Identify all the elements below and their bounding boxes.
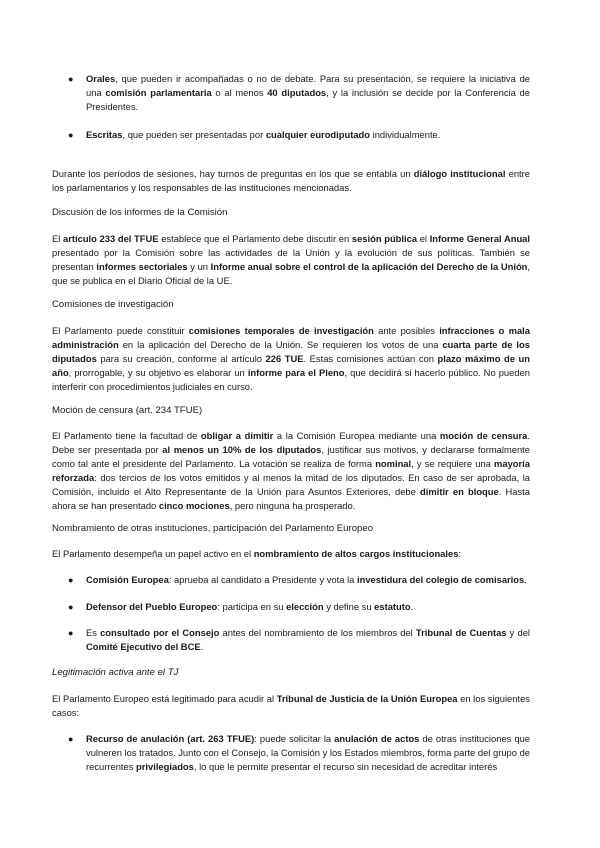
text-run: , que pueden ir acompañadas o no de debate. Para su presentación, se requiere la iniciativa de una xyxy=(86,73,530,98)
bullet-text xyxy=(86,732,530,774)
text-run: presentado por la Comisión sobre las actividades de la Unión y la evolución de sus políticas. También se presentan xyxy=(52,247,530,272)
bold-text: Recurso de anulación (art. 263 TFUE) xyxy=(86,733,255,744)
bold-text: Escritas xyxy=(86,129,123,140)
bold-text: plazo máximo de un año xyxy=(52,353,530,378)
heading-nombramiento: Nombramiento de otras instituciones, participación del Parlamento Europeo xyxy=(52,523,374,534)
text-run: El Parlamento puede constituir xyxy=(52,325,189,336)
bullet-dot-icon: ● xyxy=(68,74,74,84)
text-run: . Debe ser presentada por xyxy=(52,430,530,455)
text-run: , que pueden ser presentadas por xyxy=(122,129,266,140)
bold-text: artículo 233 del TFUE xyxy=(63,233,159,244)
text-run: , y se requiere una xyxy=(411,458,495,469)
bold-text: sesión pública xyxy=(351,233,418,244)
bold-text: Comité Ejecutivo del BCE xyxy=(86,641,201,652)
bold-text: Tribunal de Cuentas xyxy=(415,627,507,638)
bold-text: comisión parlamentaria xyxy=(105,87,212,98)
text-run: , que se publica en el Diario Oficial de la UE. xyxy=(52,261,531,286)
bullet-dot-icon: ● xyxy=(68,734,74,744)
bold-text: informe para el Pleno xyxy=(247,367,345,378)
text-run: , pero ninguna ha prosperado. xyxy=(229,500,356,511)
bullet-dot-icon: ● xyxy=(68,130,74,140)
bold-text: privilegiados xyxy=(136,761,194,772)
text-run: : dos tercios de los votos emitidos y al menos la mitad de los diputados. En caso de ser aprobada, la Comisión, incluido el Alto Representante de la Unión para Asuntos Exteriores, debe xyxy=(52,472,530,497)
bold-text: comisiones temporales de investigación xyxy=(188,325,374,336)
text-run: El Parlamento Europeo está legitimado para acudir al xyxy=(52,693,277,704)
bullet-comision-europea xyxy=(68,573,530,587)
bold-text: informes sectoriales xyxy=(96,261,188,272)
bullet-consultado xyxy=(68,626,530,654)
bold-text: consultado por el Consejo xyxy=(100,627,220,638)
text-run: de otras instituciones que vulneren los tratados. Junto con el Consejo, la Comisión y los Estados miembros, forma parte del grupo de recurrentes xyxy=(86,733,531,772)
bold-text: nombramiento de altos cargos institucionales xyxy=(253,548,459,559)
bold-text: investidura del colegio de comisarios xyxy=(356,574,525,585)
text-run: en los siguientes casos: xyxy=(52,693,530,718)
bold-text: obligar a dimitir xyxy=(200,430,274,441)
text-run: : xyxy=(458,548,462,559)
paragraph-sesiones xyxy=(52,167,530,195)
bold-text: Orales xyxy=(86,73,116,84)
text-run: . xyxy=(524,574,527,585)
text-run: . xyxy=(410,601,414,612)
bullet-text xyxy=(86,626,530,654)
text-run: para su creación, conforme al artículo xyxy=(96,353,266,364)
text-run: y define su xyxy=(323,601,375,612)
text-run: Es xyxy=(86,627,101,638)
bold-text: nominal xyxy=(375,458,412,469)
text-run: El xyxy=(52,233,64,244)
text-run: y un xyxy=(187,261,211,272)
text-run: individualmente. xyxy=(370,129,441,140)
text-run: o al menos xyxy=(211,87,268,98)
text-run: el xyxy=(417,233,430,244)
paragraph-mocion xyxy=(52,429,530,513)
bold-text: Defensor del Pueblo Europeo xyxy=(86,601,218,612)
text-run: , justificar sus motivos, y declararse formalmente como tal ante el presidente del Parlamento. La votación se realiza de forma xyxy=(52,444,531,469)
text-run: entre los parlamentarios y los responsables de las instituciones mencionadas. xyxy=(52,168,530,193)
bullet-orales xyxy=(68,72,530,114)
bold-text: cualquier eurodiputado xyxy=(265,129,371,140)
bold-text: cuarta parte de los diputados xyxy=(52,339,530,364)
bold-text: 226 TUE xyxy=(265,353,304,364)
text-run: ante posibles xyxy=(373,325,440,336)
bold-text: elección xyxy=(286,601,324,612)
bold-text: infracciones o mala administración xyxy=(52,325,530,350)
bold-text: Informe anual sobre el control de la aplicación del Derecho de la Unión xyxy=(210,261,528,272)
bold-text: Informe General Anual xyxy=(429,233,531,244)
bold-text: Comisión Europea xyxy=(86,574,169,585)
bullet-text xyxy=(86,128,530,142)
text-run: : participa en su xyxy=(217,601,287,612)
bold-text: anulación de actos xyxy=(334,733,420,744)
bold-text: cinco mociones xyxy=(158,500,230,511)
text-run: . Estas comisiones actúan con xyxy=(303,353,438,364)
paragraph-nombramiento xyxy=(52,547,530,561)
text-run: : aprueba al candidato a Presidente y vota la xyxy=(168,574,357,585)
bullet-escritas xyxy=(68,128,530,142)
text-run: a la Comisión Europea mediante una xyxy=(273,430,440,441)
bullet-text xyxy=(86,600,530,614)
bold-text: diálogo institucional xyxy=(413,168,506,179)
bold-text: 40 diputados xyxy=(267,87,327,98)
heading-mocion: Moción de censura (art. 234 TFUE) xyxy=(52,405,203,416)
text-run: antes del nombramiento de los miembros del xyxy=(219,627,416,638)
heading-discusion: Discusión de los informes de la Comisión xyxy=(52,207,228,218)
heading-comisiones: Comisiones de investigación xyxy=(52,299,174,310)
bold-text: Tribunal de Justicia de la Unión Europea xyxy=(276,693,458,704)
bullet-dot-icon: ● xyxy=(68,602,74,612)
text-run: , prorrogable, y su objetivo es elaborar un xyxy=(68,367,248,378)
text-run: , lo que le permite presentar el recurso sin necesidad de acreditar interés xyxy=(193,761,498,772)
paragraph-legitimacion xyxy=(52,692,530,720)
text-run: en la aplicación del Derecho de la Unión. Se requieren los votos de una xyxy=(118,339,443,350)
bold-text: moción de censura xyxy=(439,430,528,441)
text-run: , que decidirá si hacerlo público. No pueden interferir con procedimientos judiciales en curso. xyxy=(52,367,530,392)
text-run: , y la inclusión se decide por la Conferencia de Presidentes. xyxy=(86,87,530,112)
bold-text: al menos un 10% de los diputados xyxy=(162,444,322,455)
paragraph-discusion xyxy=(52,232,530,288)
text-run: El Parlamento tiene la facultad de xyxy=(52,430,201,441)
text-run: Durante los períodos de sesiones, hay turnos de preguntas en los que se entabla un xyxy=(52,168,414,179)
bold-text: estatuto xyxy=(374,601,411,612)
text-run: . Hasta ahora se han presentado xyxy=(52,486,530,511)
heading-legitimacion: Legitimación activa ante el TJ xyxy=(52,667,179,678)
bold-text: dimitir en bloque xyxy=(420,486,499,497)
bold-text: mayoría reforzada xyxy=(52,458,530,483)
bullet-text xyxy=(86,72,530,114)
bullet-dot-icon: ● xyxy=(68,575,74,585)
bullet-defensor xyxy=(68,600,530,614)
text-run: y del xyxy=(506,627,530,638)
text-run: establece que el Parlamento debe discutir en xyxy=(158,233,352,244)
bullet-text xyxy=(86,573,530,587)
paragraph-comisiones xyxy=(52,324,530,394)
bullet-dot-icon: ● xyxy=(68,628,74,638)
text-run: . xyxy=(200,641,204,652)
text-run: : puede solicitar la xyxy=(254,733,335,744)
text-run: El Parlamento desempeña un papel activo en el xyxy=(52,548,254,559)
bullet-recurso-anulacion xyxy=(68,732,531,774)
